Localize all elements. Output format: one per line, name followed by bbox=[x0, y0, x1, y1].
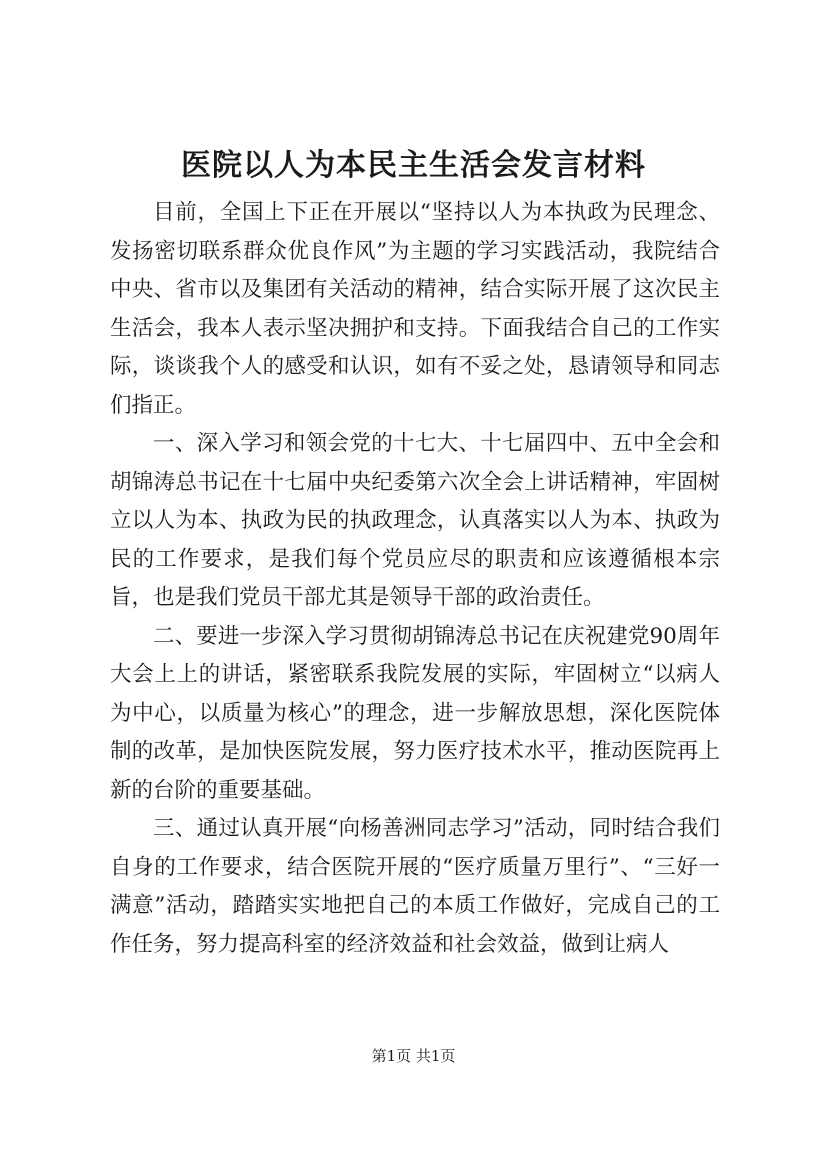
paragraph-intro: 目前，全国上下正在开展以“坚持以人为本执政为民理念、发扬密切联系群众优良作风”为主题的学习实践活动，我院结合中央、省市以及集团有关活动的精神，结合实际开展了这次民主生活会，我本人表示坚决拥护和支持。下面我结合自己的工作实际，谈谈我个人的感受和认识，如有不妥之处，恳请领导和同志们指正。 bbox=[110, 200, 720, 418]
page-number-footer: 第1页 共1页 bbox=[371, 1047, 456, 1065]
document-body bbox=[110, 194, 720, 964]
paragraph-point-3: 三、通过认真开展“向杨善洲同志学习”活动，同时结合我们自身的工作要求，结合医院开展的“医疗质量万里行”、“三好一满意”活动，踏踏实实地把自己的本质工作做好，完成自己的工作任务，努力提高科室的经济效益和社会效益，做到让病人 bbox=[110, 816, 720, 957]
paragraph-point-2: 二、要进一步深入学习贯彻胡锦涛总书记在庆祝建党90周年大会上上的讲话，紧密联系我院发展的实际，牢固树立“以病人为中心，以质量为核心”的理念，进一步解放思想，深化医院体制的改革，是加快医院发展，努力医疗技术水平，推动医院再上新的台阶的重要基础。 bbox=[110, 623, 720, 803]
document-title: 医院以人为本民主生活会发言材料 bbox=[181, 148, 646, 183]
paragraph-point-1: 一、深入学习和领会党的十七大、十七届四中、五中全会和胡锦涛总书记在十七届中央纪委第六次全会上讲话精神，牢固树立以人为本、执政为民的执政理念，认真落实以人为本、执政为民的工作要求，是我们每个党员应尽的职责和应该遵循根本宗旨，也是我们党员干部尤其是领导干部的政治责任。 bbox=[110, 431, 720, 610]
